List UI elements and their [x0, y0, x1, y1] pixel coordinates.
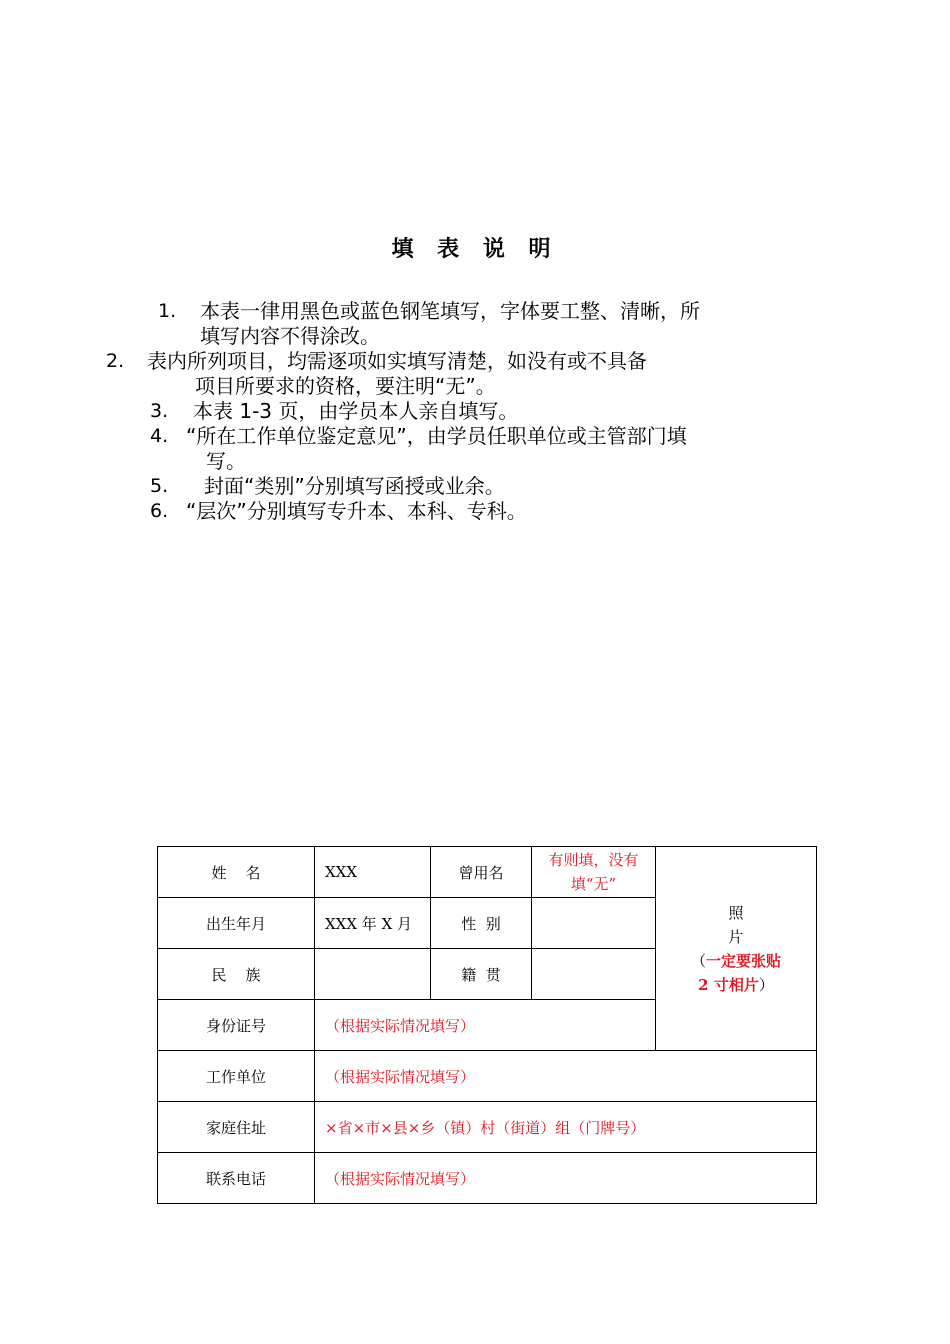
birth-label: 出生年月 [158, 898, 315, 949]
photo-paren-close: ） [758, 975, 774, 994]
instruction-3-number: 3. [150, 400, 169, 422]
home-address-value[interactable]: ×省×市×县×乡（镇）村（街道）组（门牌号） [315, 1102, 817, 1153]
instruction-3-line-1: 本表 1-3 页，由学员本人亲自填写。 [193, 399, 519, 423]
work-unit-label: 工作单位 [158, 1051, 315, 1102]
instruction-4-number: 4. [150, 425, 169, 447]
phone-label: 联系电话 [158, 1153, 315, 1204]
page-title: 填 表 说 明 [391, 237, 559, 262]
home-address-label: 家庭住址 [158, 1102, 315, 1153]
instruction-1-line-1: 本表一律用黑色或蓝色钢笔填写，字体要工整、清晰，所 [200, 299, 700, 323]
photo-area[interactable] [656, 847, 817, 1051]
gender-value[interactable] [532, 898, 656, 949]
instruction-1-line-2: 填写内容不得涂改。 [200, 324, 380, 348]
work-unit-value[interactable]: （根据实际情况填写） [315, 1051, 817, 1102]
table-row [158, 1153, 817, 1204]
photo-label-line-2: 片 [728, 927, 744, 946]
personal-info-table [157, 846, 817, 1204]
instruction-5-line-1: 封面“类别”分别填写函授或业余。 [204, 474, 505, 498]
table-row [158, 1102, 817, 1153]
name-value[interactable]: XXX [315, 847, 431, 898]
ethnicity-value[interactable] [315, 949, 431, 1000]
native-place-label: 籍 贯 [431, 949, 532, 1000]
id-number-value[interactable]: （根据实际情况填写） [315, 1000, 656, 1051]
name-label: 姓 名 [158, 847, 315, 898]
gender-label: 性 别 [431, 898, 532, 949]
instruction-6-number: 6. [150, 500, 169, 522]
former-name-label: 曾用名 [431, 847, 532, 898]
birth-value[interactable]: XXX 年 X 月 [315, 898, 431, 949]
id-number-label: 身份证号 [158, 1000, 315, 1051]
table-row [158, 847, 817, 898]
former-name-value[interactable] [532, 847, 656, 898]
ethnicity-label: 民 族 [158, 949, 315, 1000]
photo-note-text-2: 2 寸相片 [698, 975, 759, 994]
instruction-4-line-2: 写。 [206, 449, 246, 473]
instruction-4-line-1: “所在工作单位鉴定意见”，由学员任职单位或主管部门填 [186, 424, 687, 448]
photo-paren-open: （ [690, 951, 706, 970]
instruction-2-number: 2. [106, 350, 125, 372]
photo-note-line-1 [656, 949, 816, 973]
phone-value[interactable]: （根据实际情况填写） [315, 1153, 817, 1204]
table-row [158, 1051, 817, 1102]
former-name-note-line-1: 有则填，没有 [548, 851, 639, 869]
photo-note-text-1: 一定要张贴 [706, 951, 782, 970]
instruction-6-line-1: “层次”分别填写专升本、本科、专科。 [186, 499, 527, 523]
instruction-1-number: 1. [158, 300, 177, 322]
photo-label-line-1: 照 [728, 903, 744, 922]
instruction-2-line-2: 项目所要求的资格，要注明“无”。 [195, 374, 496, 398]
instruction-5-number: 5. [150, 475, 169, 497]
native-place-value[interactable] [532, 949, 656, 1000]
former-name-note-line-2: 填“无” [570, 875, 617, 893]
instruction-2-line-1: 表内所列项目，均需逐项如实填写清楚，如没有或不具备 [147, 349, 647, 373]
photo-note-line-2 [656, 973, 816, 997]
